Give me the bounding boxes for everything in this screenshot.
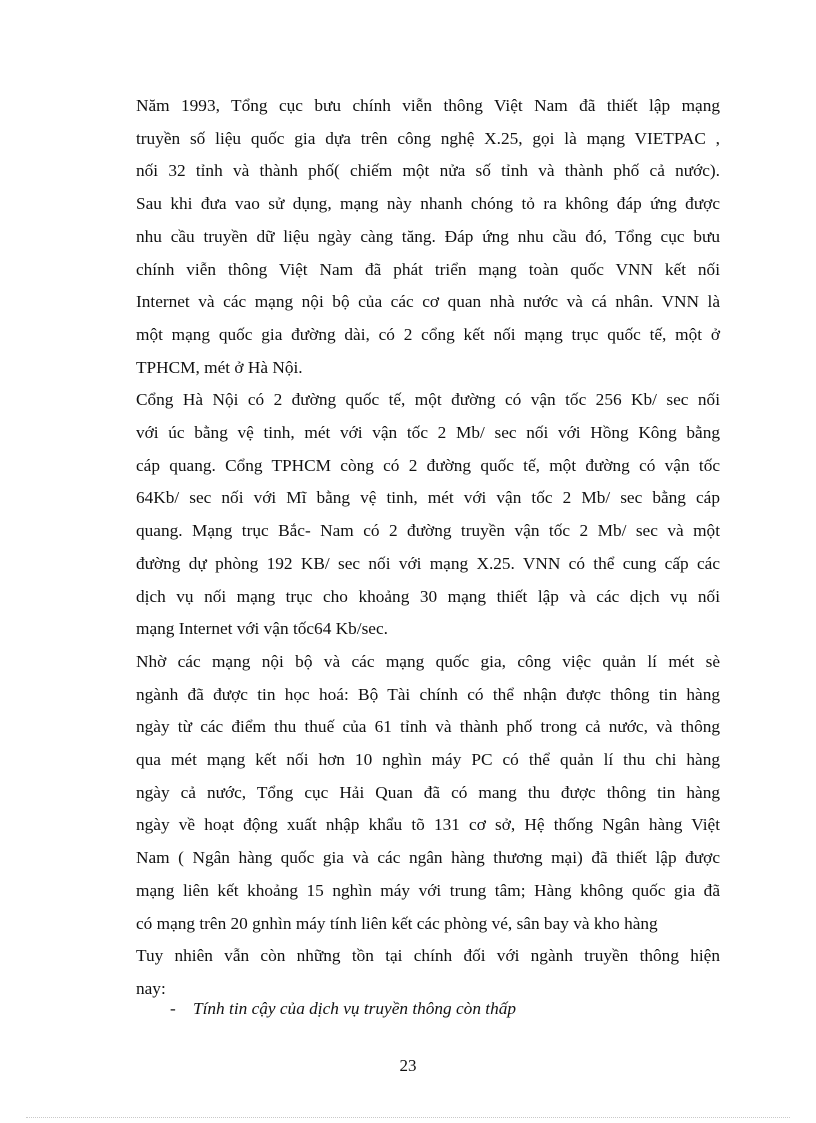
bullet-text: Tính tin cậy của dịch vụ truyền thông còn thấp <box>193 999 517 1018</box>
text-line: Internet và các mạng nội bộ của các cơ quan nhà nước và cá nhân. VNN là <box>136 292 720 312</box>
text-line: cáp quang. Cổng TPHCM còng có 2 đường quốc tế, một đường có vận tốc <box>136 455 720 475</box>
text-line: qua mét mạng kết nối hơn 10 nghìn máy PC có thể quản lí thu chi hàng <box>136 750 720 770</box>
text-line: Tuy nhiên vẫn còn những tồn tại chính đối với ngành truyền thông hiện <box>136 946 720 966</box>
text-line: ngày về hoạt động xuất nhập khẩu tõ 131 cơ sở, Hệ thống Ngân hàng Việt <box>136 815 720 835</box>
text-line: một mạng quốc gia đường dài, có 2 cổng kết nối mạng trục quốc tế, một ở <box>136 324 720 344</box>
text-line: 64Kb/ sec nối với Mĩ bằng vệ tinh, mét với vận tốc 2 Mb/ sec bằng cáp <box>136 488 720 508</box>
paragraph-applications <box>136 646 720 940</box>
footer-dotted-rule <box>26 1117 790 1118</box>
bullet-marker: - <box>170 999 176 1018</box>
text-line: với úc bằng vệ tinh, mét với vận tốc 2 Mb/ sec nối với Hồng Kông bằng <box>136 423 720 443</box>
text-line: ngành đã được tin học hoá: Bộ Tài chính có thể nhận được thông tin hàng <box>136 684 720 704</box>
text-line: Năm 1993, Tổng cục bưu chính viễn thông Việt Nam đã thiết lập mạng <box>136 96 720 115</box>
text-line: nhu cầu truyền dữ liệu ngày càng tăng. Đáp ứng nhu cầu đó, Tổng cục bưu <box>136 226 720 246</box>
text-line: đường dự phòng 192 KB/ sec nối với mạng X.25. VNN có thể cung cấp các <box>136 553 720 573</box>
text-line: TPHCM, mét ở Hà Nội. <box>136 357 303 377</box>
document-body <box>136 90 720 1006</box>
text-line: nay: <box>136 978 166 998</box>
text-line: mạng liên kết khoảng 15 nghìn máy với trung tâm; Hàng không quốc gia đã <box>136 880 720 900</box>
text-line: ngày cả nước, Tổng cục Hải Quan đã có mang thu được thông tin hàng <box>136 782 720 802</box>
text-line: Nhờ các mạng nội bộ và các mạng quốc gia, công việc quản lí mét sè <box>136 651 720 671</box>
text-line: chính viễn thông Việt Nam đã phát triển mạng toàn quốc VNN kết nối <box>136 259 720 279</box>
text-line: truyền số liệu quốc gia dựa trên công nghệ X.25, gọi là mạng VIETPAC , <box>136 128 720 148</box>
text-line: quang. Mạng trục Bắc- Nam có 2 đường truyền vận tốc 2 Mb/ sec và một <box>136 521 720 541</box>
bullet-item <box>170 993 516 1026</box>
text-line: mạng Internet với vận tốc64 Kb/sec. <box>136 619 388 639</box>
text-line: Nam ( Ngân hàng quốc gia và các ngân hàng thương mại) đã thiết lập được <box>136 848 720 868</box>
text-line: dịch vụ nối mạng trục cho khoảng 30 mạng thiết lập và các dịch vụ nối <box>136 586 720 606</box>
page-number: 23 <box>399 1056 417 1075</box>
text-line: ngày từ các điểm thu thuế của 61 tỉnh và thành phố trong cả nước, và thông <box>136 717 720 737</box>
text-line: Sau khi đưa vao sử dụng, mạng này nhanh chóng tỏ ra không đáp ứng được <box>136 194 720 214</box>
text-line: nối 32 tỉnh và thành phố( chiếm một nửa số tỉnh và thành phố cả nước). <box>136 161 720 181</box>
paragraph-gateways <box>136 384 720 646</box>
text-line: có mạng trên 20 gnhìn máy tính liên kết các phòng vé, sân bay và kho hàng <box>136 913 658 933</box>
paragraph-vnn-history <box>136 90 720 384</box>
text-line: Cổng Hà Nội có 2 đường quốc tế, một đường có vận tốc 256 Kb/ sec nối <box>136 390 720 410</box>
